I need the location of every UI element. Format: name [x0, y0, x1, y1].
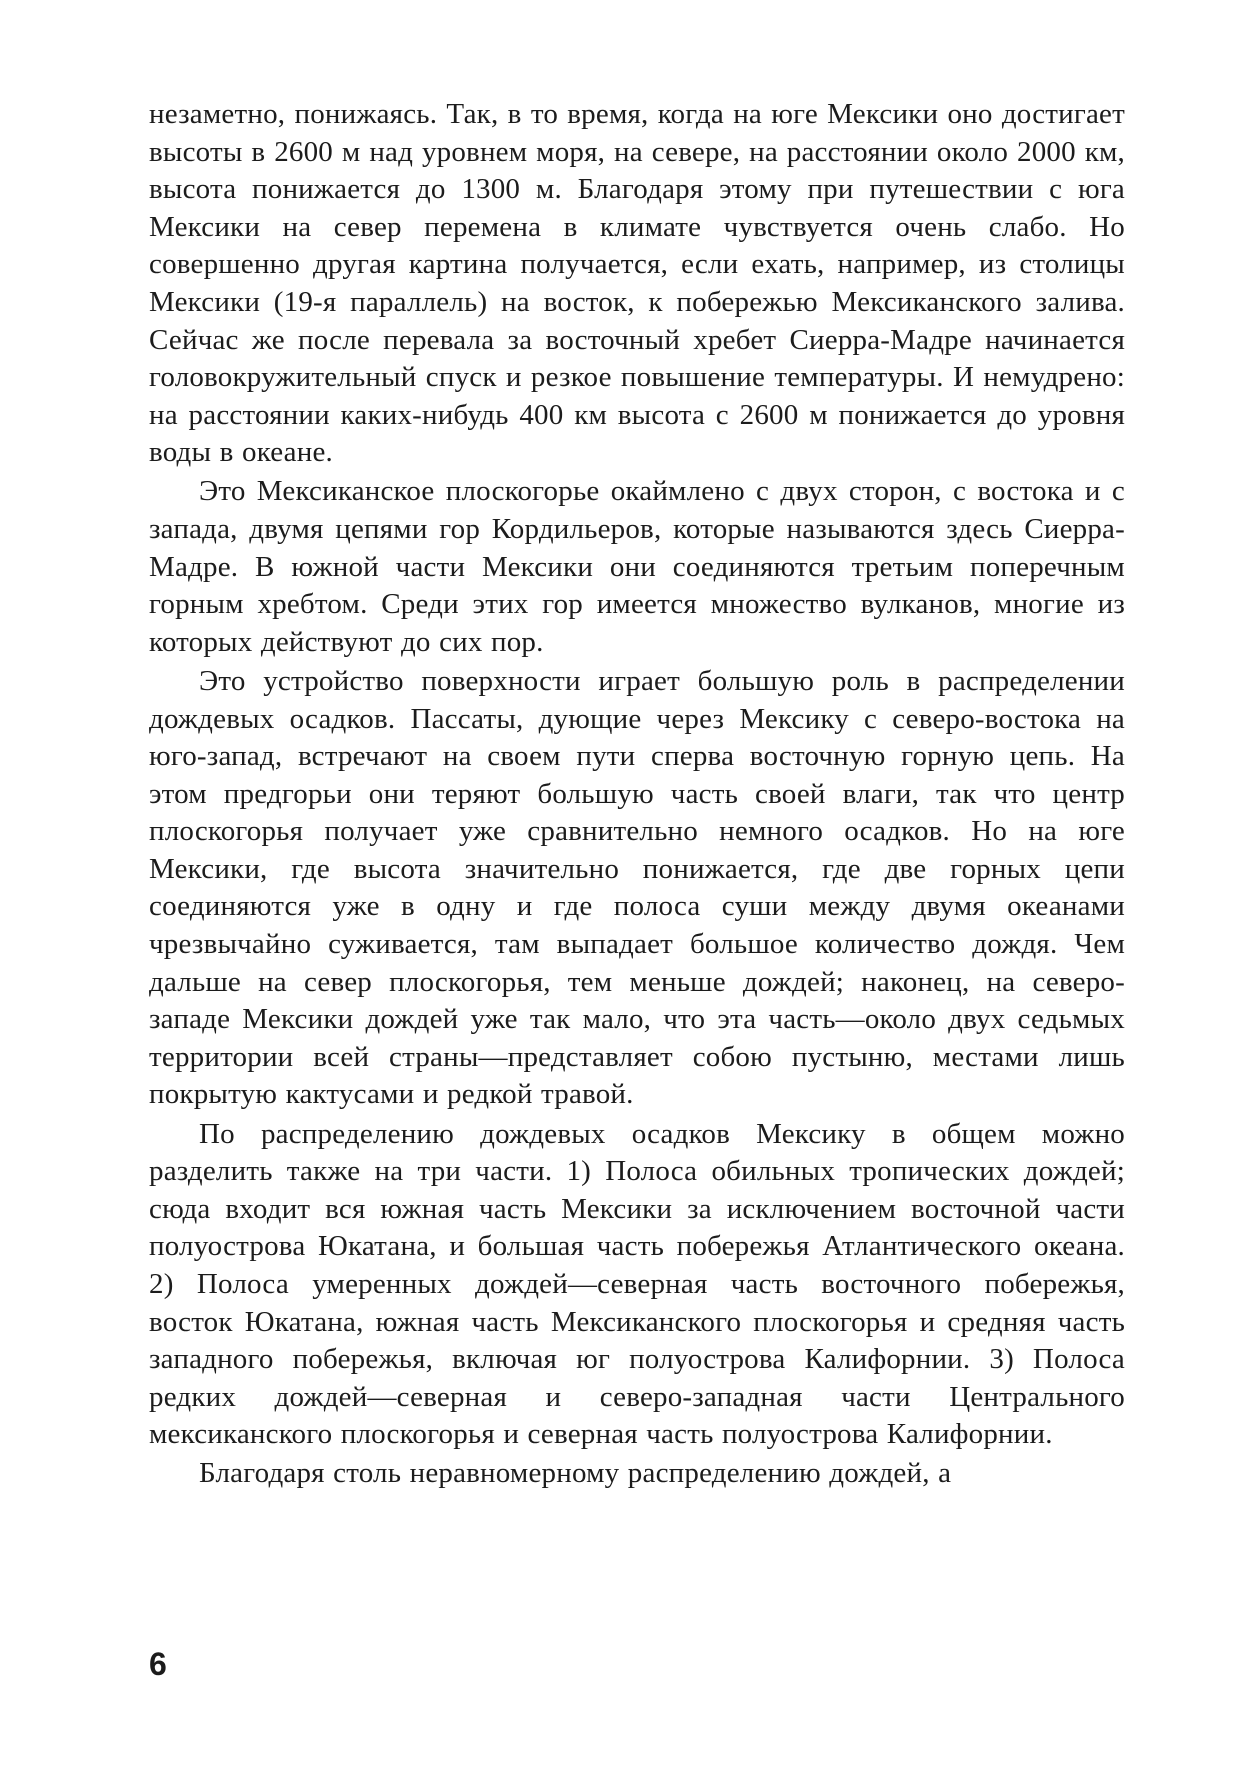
paragraph-4: По распределению дождевых осадков Мексику в общем можно разделить также на три части. 1) Полоса обильных тропических дождей; сюда входит вся южная часть Мексики за исключением восточной части полуострова Юкатана, и большая часть побережья Атлантического океана. 2) Полоса умеренных дождей—северная часть восточного побережья, восток Юкатана, южная часть Мексиканского плоскогорья и средняя часть западного побережья, включая юг полуострова Калифорнии. 3) Полоса редких дождей—северная и северо-западная части Центрального мексиканского плоскогорья и северная часть полуострова Калифорнии. [149, 1117, 1125, 1451]
paragraph-1: незаметно, понижаясь. Так, в то время, когда на юге Мексики оно достигает высоты в 2600 м над уровнем моря, на севере, на расстоянии около 2000 км, высота понижается до 1300 м. Благодаря этому при путешествии с юга Мексики на север перемена в климате чувствуется очень слабо. Но совершенно другая картина получается, если ехать, например, из столицы Мексики (19-я параллель) на восток, к побережью Мексиканского залива. Сейчас же после перевала за восточный хребет Сиерра-Мадре начинается головокружительный спуск и резкое повышение температуры. И немудрено: на расстоянии каких-нибудь 400 км высота с 2600 м понижается до уровня воды в океане. [149, 98, 1125, 469]
page-body [149, 96, 1125, 1494]
paragraph-2: Это Мексиканское плоскогорье окаймлено с двух сторон, с востока и с запада, двумя цепями гор Кордильеров, которые называются здесь Сиерра-Мадре. В южной части Мексики они соединяются третьим поперечным горным хребтом. Среди этих гор имеется множество вулканов, многие из которых действуют до сих пор. [149, 475, 1125, 658]
page-number: 6 [149, 1646, 167, 1682]
paragraph-5: Благодаря столь неравномерному распределению дождей, а [199, 1457, 952, 1490]
paragraph-3: Это устройство поверхности играет большую роль в распределении дождевых осадков. Пассаты, дующие через Мексику с северо-востока на юго-запад, встречают на своем пути сперва восточную горную цепь. На этом предгорьи они теряют большую часть своей влаги, так что центр плоскогорья получает уже сравнительно немного осадков. Но на юге Мексики, где высота значительно понижается, где две горных цепи соединяются уже в одну и где полоса суши между двумя океанами чрезвычайно суживается, там выпадает большое количество дождя. Чем дальше на север плоскогорья, тем меньше дождей; наконец, на северо-западе Мексики дождей уже так мало, что эта часть—около двух седьмых территории всей страны—представляет собою пустыню, местами лишь покрытую кактусами и редкой травой. [149, 664, 1125, 1111]
